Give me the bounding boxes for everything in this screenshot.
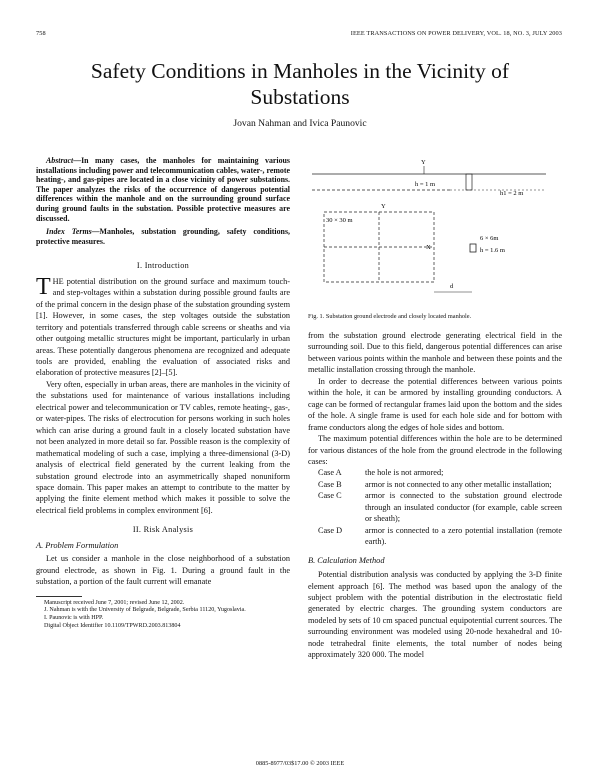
label-x: X (426, 244, 431, 251)
subsection-calculation-method: B. Calculation Method (308, 555, 385, 565)
figure-1 (300, 152, 562, 308)
right-paragraph-3: The maximum potential differences within the hole are to be determined for various distances of the hole from the ground electrode in the following cases: (308, 434, 562, 466)
label-hole-depth: h = 1.6 m (480, 247, 505, 254)
case-text: armor is not connected to any other metallic installation; (365, 479, 552, 489)
case-row (308, 467, 562, 478)
calc-paragraph-1: Potential distribution analysis was conducted by applying the 3-D finite element approach [6]. The method was based upon the analogy of the subject problem with the potential distribution in the electrostatic field generated by electric charges. The grounding system conductors are modeled by sets of 10 cm spaced punctual equipotential current sources. The surrounding environment was modeled using 20-node hexahedral and 10-node tetrahedral finite elements, the total number of nodes being approximately 320 000. The model (308, 570, 562, 660)
footnote-author1: J. Nahman is with the University of Belgrade, Belgrade, Serbia 11120, Yugoslavia. (44, 607, 246, 614)
right-column (308, 330, 562, 661)
footnotes (36, 600, 290, 632)
label-y-top: Y (421, 159, 426, 166)
hole-section (466, 174, 472, 190)
paper-authors: Jovan Nahman and Ivica Paunovic (233, 118, 367, 129)
case-key: Case B (318, 479, 342, 489)
case-text: armor is connected to the substation ground electrode through an insulated conductor (for example, cable screen or sheath); (365, 491, 562, 524)
abstract (36, 156, 290, 246)
intro-paragraph-2: Very often, especially in urban areas, there are manholes in the vicinity of the substations used for maintenance of various installations including electrical power and telecommunication or TV cables, remote heating-, gas-, or water-pipes. The risks of electrocution for persons working in such holes which can arise during a ground fault in a closely located substation have not been analyzed in more detail so far. Possible reason is the complexity of mathematical modeling of such a case, implying a three-dimensional (3-D) analysis of electrical field generated by the current leaking from the substation ground electrode into an asymmetrically shaped nonuniform space domain. This paper makes an attempt to contribute to the matter by applying the finite element method which makes it possible to solve the electrical field problems in complex environment [6]. (36, 379, 290, 515)
case-key: Case C (318, 491, 342, 501)
case-row (308, 490, 562, 524)
label-d: d (450, 283, 454, 290)
intro-paragraph-1-text: HE potential distribution on the ground surface and maximum touch- and step-voltages within a substation during possible ground faults are of the primal concern in the design phase of the substation grounding system [1]. However, in some cases, the step voltages outside the substation territory and potentials transferred through cable screens or sheaths and via other outgoing metallic structures might be important, particularly in urban areas. These potentially dangerous phenomena are recognized and adequate tools are provided, enabling the evaluation of associated risks and elaboration of protective measures [2]–[5]. (36, 276, 290, 378)
case-row (308, 479, 562, 490)
abstract-text: —In many cases, the manholes for maintaining various installations including power and telecommunication cables, water-, remote heating-, and gas-pipes are located in a close vicinity of power substations. The paper analyzes the risks of the occurrence of dangerous potential differences within the manhole and on the surrounding ground surface during ground faults in the substation. Possible protective measures are discussed. (36, 156, 290, 223)
section-heading-introduction: I. Introduction (136, 261, 190, 271)
case-row (308, 525, 562, 548)
label-electrode-size: 30 × 30 m (326, 217, 353, 224)
figure-1-caption: Fig. 1. Substation ground electrode and closely located manhole. (308, 313, 472, 320)
index-terms-label: Index Terms (46, 227, 92, 237)
abstract-label: Abstract (46, 156, 74, 165)
subsection-problem-formulation: A. Problem Formulation (36, 540, 119, 550)
case-key: Case A (318, 468, 342, 478)
paper-title: Safety Conditions in Manholes in the Vicinity of Substations (90, 59, 510, 109)
manhole-plan (470, 244, 476, 252)
label-h2: h1 = 2 m (500, 190, 524, 197)
risk-paragraph-1: Let us consider a manhole in the close neighborhood of a substation ground electrode, as shown in Fig. 1. During a ground fault in the substation, a portion of the fault current will emanate (36, 554, 290, 587)
label-y-plan: Y (381, 203, 386, 210)
footnote-author2: I. Paunovic is with HPP. (44, 615, 104, 622)
case-text: armor is connected to a zero potential installation (remote earth). (365, 525, 562, 547)
section-heading-risk-analysis: II. Risk Analysis (132, 525, 194, 535)
drop-cap: T (36, 273, 51, 300)
right-paragraph-1: from the substation ground electrode generating electrical field in the surrounding soil. Due to this field, dangerous potential differences can arise between various points within the manhole and between these points and the metallic installation crossing through the manhole. (308, 331, 562, 375)
page-number: 758 (36, 30, 46, 37)
figure-1-diagram (300, 152, 562, 308)
label-h1: h = 1 m (415, 181, 436, 188)
index-terms-text: —Manholes, substation grounding, safety conditions, protective measures. (36, 227, 290, 246)
journal-header: IEEE TRANSACTIONS ON POWER DELIVERY, VOL. 18, NO. 3, JULY 2003 (350, 30, 562, 37)
footnote-doi: Digital Object Identifier 10.1109/TPWRD.2003.813804 (44, 623, 181, 630)
right-paragraph-2: In order to decrease the potential differences between various points within the hole, it can be armored by installing grounding conductors. A cage can be formed of rectangular frames laid upon the bottom and the sides of the hole. A single frame is used for each hole side and for bottom with frame conductors along the edges of hole sides and bottom. (308, 376, 562, 432)
intro-paragraph-1 (36, 273, 290, 379)
label-hole-size: 6 × 6m (480, 235, 499, 242)
footnote-rule (36, 596, 82, 597)
copyright-line: 0885-8977/03$17.00 © 2003 IEEE (255, 760, 345, 767)
case-key: Case D (318, 525, 343, 535)
case-text: the hole is not armored; (365, 468, 444, 478)
footnote-received: Manuscript received June 7, 2001; revised June 12, 2002. (44, 599, 185, 606)
left-column (36, 156, 290, 631)
